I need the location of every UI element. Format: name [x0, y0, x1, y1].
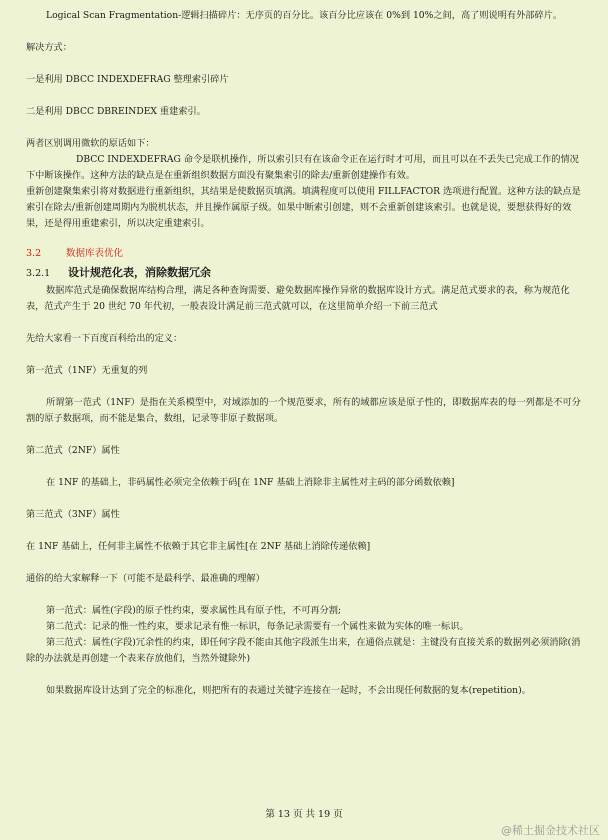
- subsection-number: 3.2.1: [26, 268, 51, 279]
- paragraph-solution-label: 解决方式：: [26, 42, 72, 53]
- paragraph-logical-scan: Logical Scan Fragmentation-逻辑扫描碎片：无序页的百分比。该百分比应该在 0%到 10%之间，高了则说明有外部碎片。: [46, 10, 563, 21]
- section-heading: [26, 246, 582, 262]
- paragraph-1nf-title: 第一范式（1NF）无重复的列: [26, 365, 148, 376]
- subsection-title: 设计规范化表，消除数据冗余: [68, 266, 211, 279]
- paragraph-method-two: 二是利用 DBCC DBREINDEX 重建索引。: [26, 106, 206, 117]
- paragraph-second-form-plain: 第二范式：记录的惟一性约束，要求记录有惟一标识，每条记录需要有一个属性来做为实体的唯一标识。: [46, 621, 469, 632]
- section-number: 3.2: [26, 248, 42, 259]
- watermark-text: @稀土掘金技术社区: [501, 824, 600, 837]
- section-title: 数据库表优化: [66, 248, 124, 259]
- paragraph-third-form-plain: 第三范式：属性(字段)冗余性的约束，即任何字段不能由其他字段派生出来，在通俗点就是：主键没有直接关系的数据列必须消除(消除的办法就是再创建一个表来存放他们，当然外键除外): [26, 637, 581, 664]
- paragraph-indexdefrag: DBCC INDEXDEFRAG 命令是联机操作，所以索引只有在该命令正在运行时才可用，而且可以在不丢失已完成工作的情况下中断该操作。这种方法的缺点是在重新组织数据方面没有聚集索引的除去/重新创建操作有效。: [26, 154, 579, 181]
- paragraph-3nf-body: 在 1NF 基础上，任何非主属性不依赖于其它非主属性[在 2NF 基础上消除传递依赖]: [26, 541, 371, 552]
- paragraph-difference-intro: 两者区别调用微软的原话如下：: [26, 138, 155, 149]
- paragraph-method-one: 一是利用 DBCC INDEXDEFRAG 整理索引碎片: [26, 74, 229, 85]
- paragraph-reindex: 重新创建聚集索引将对数据进行重新组织，其结果是使数据页填满。填满程度可以使用 FILLFACTOR 选项进行配置。这种方法的缺点是索引在除去/重新创建周期内为脱机状态，并且操作属原子级。如果中断索引创建，则不会重新创建该索引。也就是说，要想获得好的效果，还是得用重建索引，所以决定重建索引。: [26, 186, 581, 229]
- paragraph-2nf-body: 在 1NF 的基础上，非码属性必须完全依赖于码[在 1NF 基础上消除非主属性对主码的部分函数依赖]: [46, 477, 455, 488]
- paragraph-baidu-definition: 先给大家看一下百度百科给出的定义：: [26, 333, 183, 344]
- paragraph-1nf-body: 所谓第一范式（1NF）是指在关系模型中，对域添加的一个规范要求，所有的域都应该是原子性的，即数据库表的每一列都是不可分割的原子数据项，而不能是集合，数组，记录等非原子数据项。: [26, 397, 581, 424]
- page-footer: 第 13 页 共 19 页: [265, 809, 343, 820]
- paragraph-first-form-plain: 第一范式：属性(字段)的原子性约束，要求属性具有原子性，不可再分割;: [46, 605, 342, 616]
- paragraph-standardization: 如果数据库设计达到了完全的标准化，则把所有的表通过关键字连接在一起时，不会出现任何数据的复本(repetition)。: [46, 685, 531, 696]
- paragraph-2nf-title: 第二范式（2NF）属性: [26, 445, 120, 456]
- paragraph-3nf-title: 第三范式（3NF）属性: [26, 509, 120, 520]
- paragraph-normal-form-intro: 数据库范式是确保数据库结构合理，满足各种查询需要、避免数据库操作异常的数据库设计方式。满足范式要求的表，称为规范化表，范式产生于 20 世纪 70 年代初，一般表设计满足前三范式就可以，在这里简单介绍一下前三范式: [26, 285, 570, 312]
- paragraph-plain-explanation: 通俗的给大家解释一下（可能不是最科学、最准确的理解）: [26, 573, 265, 584]
- subsection-heading: [26, 264, 582, 283]
